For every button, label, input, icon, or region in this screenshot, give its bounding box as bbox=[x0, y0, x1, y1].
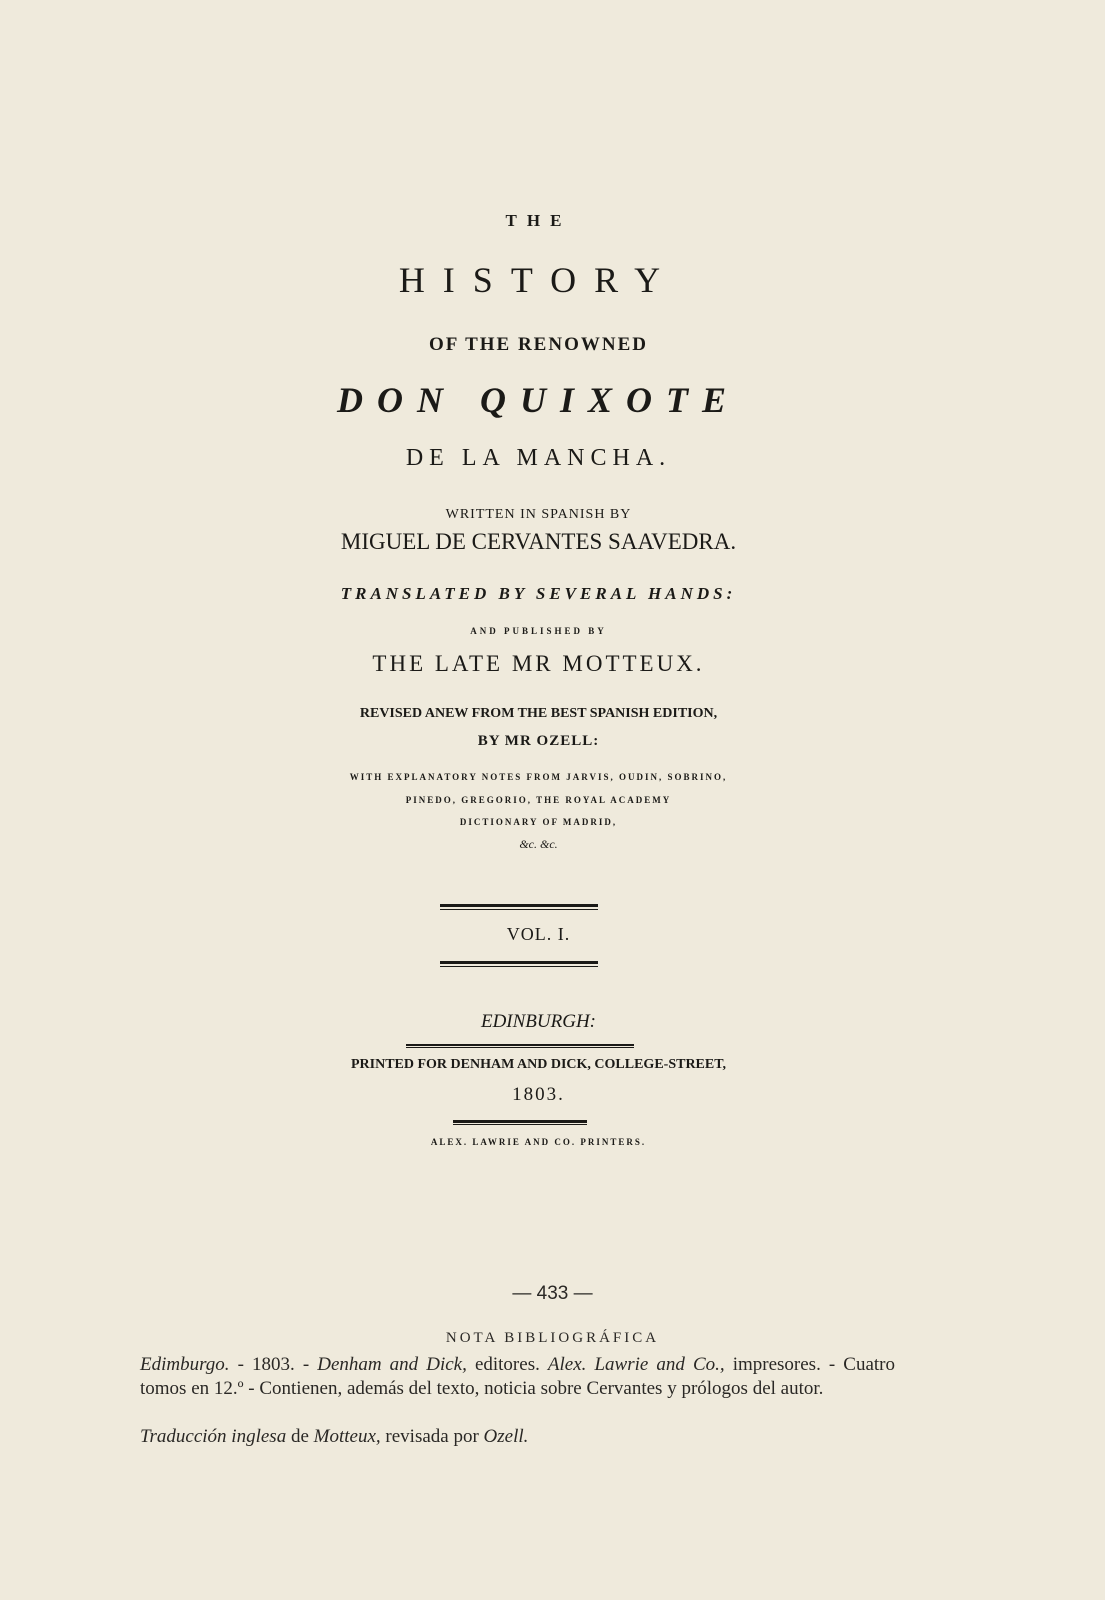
title-don-quixote: DON QUIXOTE bbox=[336, 380, 740, 420]
translated-line: TRANSLATED BY SEVERAL HANDS: bbox=[340, 584, 737, 603]
published-by-line: AND PUBLISHED BY bbox=[470, 626, 607, 636]
double-rule-divider bbox=[440, 961, 598, 967]
nota-trad: Traducción inglesa bbox=[140, 1426, 287, 1447]
written-by-line: WRITTEN IN SPANISH BY bbox=[445, 507, 632, 522]
nota-trad-reviser: Ozell. bbox=[483, 1426, 529, 1447]
etc-line: &c. &c. bbox=[519, 837, 558, 851]
nota-heading: NOTA BIBLIOGRÁFICA bbox=[445, 1330, 660, 1346]
imprint-place: EDINBURGH: bbox=[480, 1011, 597, 1032]
revised-line: REVISED ANEW FROM THE BEST SPANISH EDITION, bbox=[359, 706, 718, 721]
title-de-la-mancha: DE LA MANCHA. bbox=[405, 445, 672, 471]
nota-translation-line bbox=[140, 1425, 895, 1449]
printers-line: ALEX. LAWRIE AND CO. PRINTERS. bbox=[430, 1137, 647, 1147]
nota-printer: Alex. Lawrie and Co., bbox=[547, 1354, 725, 1375]
nota-rest: impresores. - Cuatro tomos en 12.º - Contienen, además del texto, noticia sobre Cervantes y prólogos del autor. bbox=[140, 1354, 896, 1399]
rule-divider bbox=[453, 1120, 587, 1125]
double-rule-divider bbox=[440, 904, 598, 910]
title-the: THE bbox=[505, 211, 572, 230]
publisher-name: THE LATE MR MOTTEUX. bbox=[372, 651, 705, 676]
nota-place: Edimburgo. bbox=[140, 1354, 230, 1375]
imprint-year: 1803. bbox=[512, 1084, 565, 1105]
nota-year: - 1803. - bbox=[229, 1354, 318, 1375]
notes-line-1: WITH EXPLANATORY NOTES FROM JARVIS, OUDIN, SOBRINO, bbox=[349, 772, 728, 782]
notes-line-3: DICTIONARY OF MADRID, bbox=[459, 817, 618, 827]
author-name: MIGUEL DE CERVANTES SAAVEDRA. bbox=[340, 529, 737, 554]
volume-label: VOL. I. bbox=[506, 924, 571, 944]
rule-divider bbox=[406, 1044, 634, 1048]
nota-editores: editores. bbox=[466, 1354, 548, 1375]
nota-trad-de: de bbox=[286, 1426, 314, 1447]
title-history: HISTORY bbox=[398, 260, 679, 300]
nota-trad-author: Motteux, bbox=[313, 1426, 381, 1447]
nota-trad-revisada: revisada por bbox=[380, 1426, 484, 1447]
reviser-line: BY MR OZELL: bbox=[477, 733, 600, 749]
nota-paragraph bbox=[140, 1353, 895, 1401]
nota-publishers: Denham and Dick, bbox=[317, 1354, 467, 1375]
imprint-printed-for: PRINTED FOR DENHAM AND DICK, COLLEGE-STREET, bbox=[350, 1057, 727, 1072]
title-renowned: OF THE RENOWNED bbox=[429, 334, 648, 355]
notes-line-2: PINEDO, GREGORIO, THE ROYAL ACADEMY bbox=[405, 795, 672, 805]
page-number: — 433 — bbox=[512, 1283, 593, 1304]
